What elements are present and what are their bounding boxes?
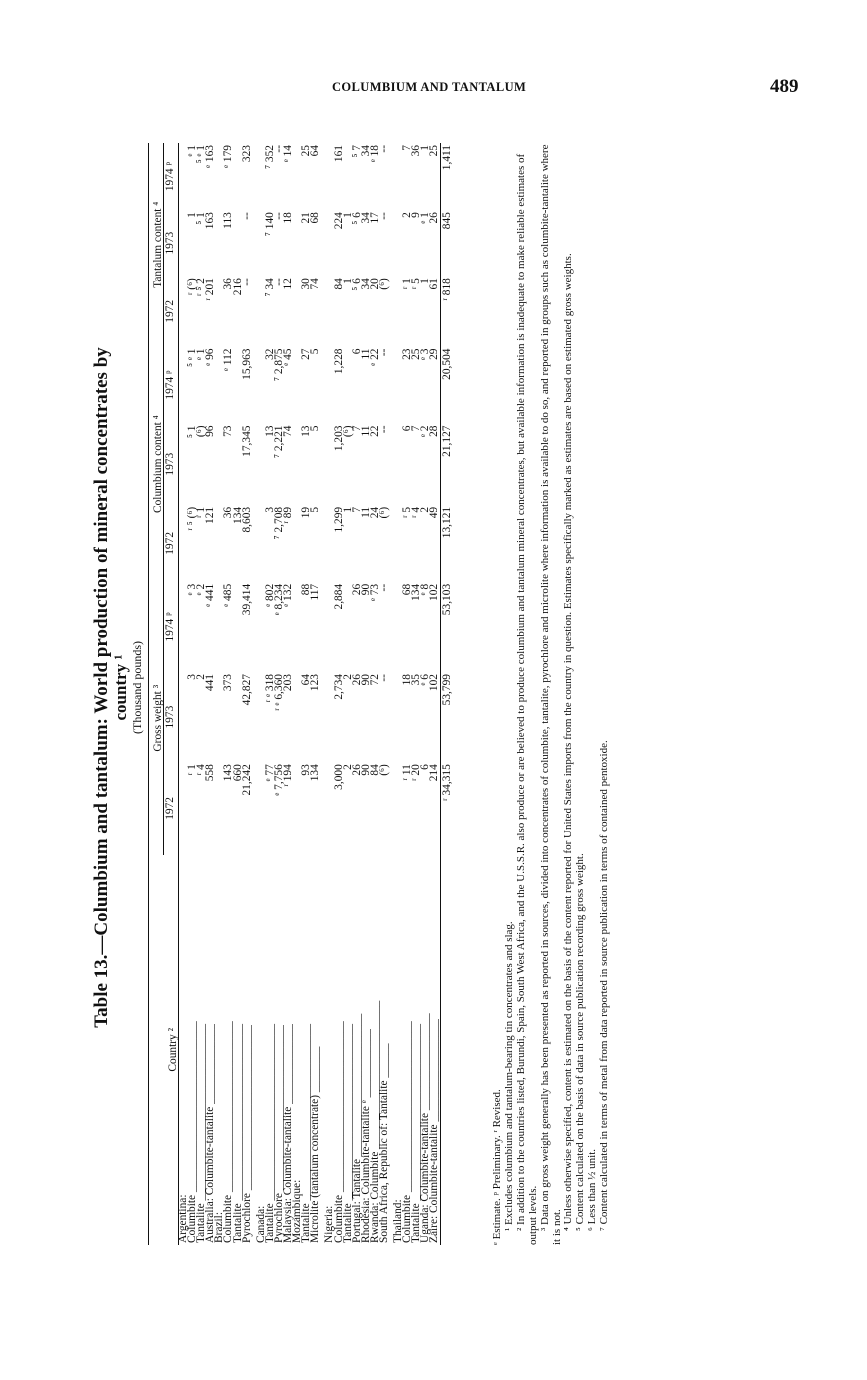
value-cell: 224 <box>332 212 345 230</box>
value-cell: 6 <box>401 425 414 432</box>
value-cell: 36 <box>222 278 235 290</box>
value-cell: 1 <box>419 278 432 284</box>
table-row <box>206 143 215 1245</box>
value-cell: ᵉ 802 <box>263 583 276 607</box>
value-cell: ⁵ ᵉ 1 <box>195 145 208 164</box>
value-cell <box>257 505 266 582</box>
header-year: 1973 <box>164 210 179 276</box>
value-cell: 84 <box>368 764 381 776</box>
value-cell: ᵉ 1 <box>419 212 432 224</box>
value-cell: ⁷ 140 <box>263 212 276 237</box>
value-cell: 36 <box>410 145 423 157</box>
country-cell: Uganda: Columbite-tantalite _________________ <box>419 1013 432 1243</box>
value-cell: ʳ ᵉ 6,360 <box>272 674 285 711</box>
country-cell: Columbite ______________________________ <box>222 1021 235 1243</box>
value-cell <box>344 347 353 424</box>
value-cell: ᵉ 14 <box>282 145 295 163</box>
footnotes <box>492 143 611 1245</box>
value-cell: 2 <box>341 764 354 770</box>
value-cell: ʳ 34,315 <box>440 762 452 854</box>
value-cell: 15,963 <box>240 348 253 380</box>
value-cell: ᵉ 2 <box>419 425 432 437</box>
value-cell: -- <box>377 425 390 434</box>
country-cell: Tantalite _______________________________ <box>300 1023 313 1243</box>
value-cell <box>394 424 403 505</box>
value-cell: 123 <box>309 674 322 692</box>
header-year: 1974 ᵖ <box>164 347 179 424</box>
value-cell: 845 <box>440 210 452 276</box>
value-cell: 134 <box>309 764 322 782</box>
value-cell: 90 <box>359 674 372 686</box>
value-cell: 20 <box>368 278 381 290</box>
value-cell: 11 <box>359 506 372 518</box>
country-cell: Tantalite _______________________________ <box>263 1023 276 1243</box>
value-cell <box>293 762 302 854</box>
value-cell: ⁵ 6 <box>350 278 363 291</box>
country-cell: Brazil: <box>213 1212 226 1243</box>
value-cell: ᵉ 3 <box>419 348 432 360</box>
value-cell: 1,411 <box>440 143 452 210</box>
footnote: ⁶ Less than ½ unit. <box>586 1148 599 1231</box>
header-year: 1972 <box>164 505 179 582</box>
country-cell: Tantalite _______________________________ <box>231 1023 244 1243</box>
value-cell: 53,799 <box>440 672 452 762</box>
value-cell: 21,242 <box>240 764 253 796</box>
value-cell: 68 <box>401 583 414 596</box>
value-cell: ᵉ 8,234 <box>272 583 285 616</box>
value-cell: 373 <box>222 674 235 692</box>
value-cell: 21,127 <box>440 424 452 505</box>
value-cell: ʳ ⁵ (⁶) <box>186 506 199 531</box>
value-cell <box>394 210 403 276</box>
value-cell: 26 <box>428 212 441 224</box>
header-year: 1973 <box>164 424 179 505</box>
value-cell: 20,504 <box>440 347 452 424</box>
value-cell: ⁷ 2,708 <box>272 506 285 540</box>
value-cell: 24 <box>368 506 381 519</box>
value-cell: 163 <box>204 212 217 230</box>
value-cell: ᵉ 96 <box>204 348 217 366</box>
country-cell: Zaire: Columbite-tantalite __________________ <box>428 1019 441 1243</box>
running-head-title: COLUMBIUM AND TANTALUM <box>332 80 527 94</box>
value-cell: 1 <box>341 506 354 513</box>
country-cell: Pyrochlore _____________________________ <box>272 1025 285 1243</box>
value-cell: 25 <box>410 348 423 360</box>
value-cell: ʳ 1 <box>195 506 208 518</box>
value-cell: ⁵ 7 <box>350 145 363 158</box>
value-cell: -- <box>377 583 390 592</box>
table-body <box>179 143 452 1245</box>
country-cell: Columbite ______________________________ <box>186 1021 199 1243</box>
value-cell: ᵉ 1 <box>186 145 199 157</box>
value-cell: 73 <box>222 425 235 437</box>
value-cell: 11 <box>359 348 372 360</box>
value-cell: 61 <box>428 278 441 290</box>
footnote: ² In addition to the countries listed, Burundi, Spain, South West Africa, and the U.S.S.R. also produce or are believed to produce columbium and tantalum mineral concentrates, but available information is inadequate to make reliable estimates of output levels. <box>514 153 539 1245</box>
value-cell: 18 <box>282 212 295 224</box>
value-cell: 2,734 <box>332 674 345 700</box>
footnote: ⁴ Unless otherwise specified, content is estimated on the basis of the content reported for United States imports from the country in question. Estimates specifically marked as estimates are based on estimated gross weights. <box>562 253 575 1231</box>
value-cell: 441 <box>204 674 217 692</box>
table-title: Table 13.—Columbium and tantalum: World production of mineral concentrates by <box>91 347 112 1028</box>
value-cell <box>394 582 403 672</box>
value-cell: (⁶) <box>377 506 390 519</box>
value-cell: ⁷ 2,221 <box>272 425 285 458</box>
value-cell: -- <box>272 145 285 153</box>
value-cell: 143 <box>222 764 235 782</box>
value-cell <box>179 210 189 276</box>
value-cell: 113 <box>222 212 235 229</box>
footnote: ⁵ Content calculated on the basis of data in source publication recording gross weight. <box>574 853 587 1231</box>
value-cell: (⁶) <box>377 278 390 290</box>
value-cell: 34 <box>359 145 372 157</box>
value-cell: 34 <box>359 278 372 290</box>
table-row <box>284 143 293 1245</box>
country-cell: Argentina: <box>177 1194 189 1243</box>
country-cell: Portugal: Tantalite _________________________ <box>350 1013 363 1243</box>
value-cell: 27 <box>300 348 313 360</box>
value-cell: ᵉ 18 <box>368 145 381 163</box>
value-cell: ᵉ 441 <box>204 583 217 607</box>
country-cell: Columbite ______________________________ <box>332 1021 345 1243</box>
value-cell: 21 <box>300 212 313 224</box>
value-cell: 53,103 <box>440 582 452 672</box>
value-cell: 214 <box>428 764 441 782</box>
value-cell: 9 <box>410 212 423 218</box>
value-cell: 558 <box>204 764 217 782</box>
country-cell: Australia: Columbite-tantalite ______________ <box>204 1024 217 1243</box>
value-cell: 17 <box>368 212 381 224</box>
page-number: 489 <box>770 76 799 97</box>
value-cell: 11 <box>359 425 372 437</box>
value-cell: ᵉ 3 <box>186 583 199 596</box>
value-cell: 660 <box>231 764 244 782</box>
production-table <box>148 143 452 1245</box>
value-cell: 26 <box>350 583 363 596</box>
country-cell: Tantalite _______________________________ <box>341 1023 354 1243</box>
value-cell: 121 <box>204 506 217 524</box>
country-cell: Columbite ______________________________ <box>401 1021 414 1243</box>
country-cell: Nigeria: <box>323 1205 336 1243</box>
value-cell: 35 <box>410 674 423 686</box>
value-cell: ᵉ 179 <box>222 145 235 168</box>
value-cell: (⁶) <box>377 764 390 776</box>
value-cell: 3 <box>263 506 276 513</box>
value-cell <box>394 143 403 210</box>
value-cell: 7 <box>350 506 363 513</box>
value-cell: ʳ ᵉ 318 <box>263 674 276 703</box>
value-cell: ʳ 1 <box>401 278 414 290</box>
value-cell: 28 <box>428 425 441 437</box>
value-cell: ⁷ 34 <box>263 278 276 297</box>
value-cell: 18 <box>401 674 414 686</box>
value-cell: ᵉ 7,756 <box>272 764 285 796</box>
header-year: 1973 <box>164 672 179 762</box>
value-cell: 134 <box>231 506 244 524</box>
value-cell <box>293 672 302 762</box>
header-year: 1974 ᵖ <box>164 582 179 672</box>
value-cell: 102 <box>428 674 441 692</box>
country-cell: Mozambique: <box>291 1179 304 1243</box>
value-cell: 90 <box>359 764 372 776</box>
footnote: ⁷ Content calculated in terms of metal from data reported in source publication in terms of contained pentoxide. <box>598 740 611 1231</box>
value-cell: 93 <box>300 764 313 776</box>
value-cell: 1 <box>419 145 432 151</box>
country-cell: Rwanda: Columbite __________________________ <box>368 1000 381 1243</box>
value-cell: 74 <box>309 278 322 290</box>
header-columbium-content: Columbium content ⁴ <box>151 415 164 513</box>
value-cell: 49 <box>428 506 441 519</box>
value-cell: 1,228 <box>332 348 345 375</box>
value-cell: ʳ 89 <box>282 506 295 524</box>
value-cell <box>394 672 403 762</box>
value-cell: 74 <box>282 425 295 437</box>
value-cell: ʳ 201 <box>204 278 217 301</box>
header-gross-weight: Gross weight ³ <box>151 684 164 752</box>
running-head <box>0 76 867 104</box>
value-cell: -- <box>272 212 285 220</box>
table-unit: (Thousand pounds) <box>130 641 144 734</box>
value-cell: ᵉ 163 <box>204 145 217 168</box>
value-cell: -- <box>240 212 253 220</box>
value-cell: 2,884 <box>332 583 345 610</box>
value-cell: ᵉ 132 <box>282 583 295 607</box>
value-cell: ᵉ 8 <box>419 583 432 596</box>
value-cell: ʳ 20 <box>410 764 423 781</box>
value-cell: 5 <box>309 348 322 355</box>
value-cell: 84 <box>332 278 345 290</box>
value-cell: 26 <box>350 674 363 686</box>
country-cell: Microlite (tantalum concentrate) ________ <box>309 1046 322 1243</box>
footnote: ¹ Excludes columbium and tantalum-bearing tin concentrates and slag. <box>502 921 515 1231</box>
value-cell: 30 <box>300 278 313 290</box>
value-cell: 29 <box>428 348 441 360</box>
value-cell: 13 <box>300 425 313 437</box>
value-cell <box>179 762 189 854</box>
header-tantalum-content: Tantalum content ⁴ <box>151 201 164 288</box>
value-cell: 22 <box>368 425 381 437</box>
value-cell: (⁶) <box>341 425 354 438</box>
value-cell: -- <box>240 278 253 286</box>
table-header <box>149 143 179 1245</box>
value-cell: ⁵ ᵉ 1 <box>186 348 199 367</box>
country-cell: Tantalite _______________________________ <box>410 1023 423 1243</box>
footnote: ³ Data on gross weight generally has been presented as reported in sources, divided into concentrates of columbite, tantalite, pyrochlore and microlite where information is available to do so, and reported in groups such as columbite-tantalite where it is not. <box>538 144 563 1245</box>
value-cell: 32 <box>263 348 276 360</box>
value-cell <box>293 582 302 672</box>
table-row <box>430 143 440 1245</box>
table-row <box>380 143 389 1245</box>
header-year: 1972 <box>164 762 179 854</box>
rotated-table-block <box>92 130 702 1245</box>
value-cell: ⁷ 2,875 <box>272 348 285 381</box>
value-cell: ⁵ 1 <box>195 212 208 225</box>
value-cell: 64 <box>309 145 322 157</box>
table-row <box>243 143 252 1245</box>
value-cell: 68 <box>309 212 322 224</box>
table-title-line2: country ¹ <box>111 654 130 721</box>
value-cell: 17,345 <box>240 425 253 457</box>
value-cell: 2 <box>341 674 354 680</box>
value-cell: 3,000 <box>332 764 345 790</box>
value-cell: 13,121 <box>440 505 452 582</box>
value-cell: 12 <box>282 278 295 290</box>
value-cell: 2 <box>419 506 432 513</box>
value-cell: 117 <box>309 583 322 601</box>
value-cell: ᵉ 112 <box>222 348 235 371</box>
value-cell: -- <box>377 674 390 682</box>
country-cell: Thailand: <box>392 1199 405 1243</box>
value-cell: ʳ (⁶) <box>186 278 199 296</box>
value-cell: ᵉ 77 <box>263 764 276 782</box>
value-cell: -- <box>272 278 285 286</box>
value-cell <box>179 582 189 672</box>
value-cell: ʳ ⁵ 2 <box>195 278 208 296</box>
value-cell: ʳ 5 <box>410 278 423 290</box>
country-cell: South Africa, Republic of: Tantalite ______ <box>377 1043 390 1243</box>
value-cell: 23 <box>401 348 414 360</box>
value-cell: ᵉ 485 <box>222 583 235 607</box>
value-cell: 203 <box>282 674 295 692</box>
value-cell <box>234 210 243 276</box>
header-year: 1972 <box>164 276 179 346</box>
total-row <box>440 143 452 1245</box>
value-cell: 39,414 <box>240 583 253 616</box>
country-cell: Pyrochlore _____________________________ <box>240 1025 253 1243</box>
value-cell: 13 <box>263 425 276 437</box>
value-cell: 90 <box>359 583 372 596</box>
value-cell: ⁵ 1 <box>186 425 199 439</box>
value-cell: 96 <box>204 425 217 437</box>
value-cell: 5 <box>309 425 322 432</box>
value-cell: ʳ 4 <box>195 764 208 776</box>
value-cell: 34 <box>359 212 372 224</box>
value-cell: 1,299 <box>332 506 345 533</box>
value-cell: 8,603 <box>240 506 253 533</box>
value-cell: ʳ 11 <box>401 764 414 781</box>
value-cell: -- <box>377 348 390 357</box>
country-cell: Tantalite _______________________________ <box>195 1023 208 1243</box>
value-cell: 161 <box>332 145 345 163</box>
table-row <box>311 143 320 1245</box>
value-cell: ᵉ 1 <box>195 348 208 360</box>
country-cell <box>440 855 452 1245</box>
value-cell: ᵉ 2 <box>195 583 208 596</box>
value-cell: ᵉ 6 <box>419 674 432 686</box>
value-cell: 88 <box>300 583 313 596</box>
value-cell: ᵉ 22 <box>368 348 381 366</box>
value-cell: 216 <box>231 278 244 296</box>
header-year: 1974 ᵖ <box>164 143 179 210</box>
value-cell: 323 <box>240 145 253 163</box>
value-cell: (⁶) <box>195 425 208 438</box>
value-cell: 2 <box>195 674 208 680</box>
value-cell: 72 <box>368 674 381 686</box>
value-cell <box>179 672 189 762</box>
value-cell: 36 <box>222 506 235 519</box>
country-cell: Canada: <box>254 1205 267 1243</box>
value-cell: 26 <box>350 764 363 776</box>
value-cell <box>344 582 353 672</box>
value-cell: 25 <box>300 145 313 157</box>
value-cell: 7 <box>410 425 423 432</box>
country-cell: Rhodesia: Columbite-tantalite ᵉ ____________ <box>359 1029 372 1243</box>
value-cell: 7 <box>401 145 414 151</box>
value-cell: ʳ 818 <box>440 276 452 346</box>
value-cell: 5 <box>309 506 322 513</box>
value-cell: ᵉ 45 <box>282 348 295 366</box>
value-cell: ⁷ 352 <box>263 145 276 169</box>
value-cell: 1 <box>186 212 199 218</box>
value-cell: ʳ 1 <box>186 764 199 776</box>
value-cell: 6 <box>419 764 432 770</box>
value-cell: ⁵ 6 <box>350 212 363 225</box>
value-cell: 3 <box>186 674 199 680</box>
header-country: Country ² <box>166 1027 179 1072</box>
value-cell: 42,827 <box>240 674 253 706</box>
value-cell: 1,203 <box>332 425 345 452</box>
value-cell: ʳ 194 <box>282 764 295 787</box>
value-cell: ʳ 5 <box>401 506 414 518</box>
value-cell: -- <box>377 212 390 220</box>
value-cell: 19 <box>300 506 313 519</box>
value-cell: ᵉ 73 <box>368 583 381 602</box>
value-cell: 7 <box>350 425 363 432</box>
value-cell: -- <box>377 145 390 153</box>
value-cell: ʳ 4 <box>410 506 423 518</box>
value-cell: 2 <box>401 212 414 218</box>
country-cell: Malaysia: Columbite-tantalite ______________ <box>282 1024 295 1243</box>
value-cell: 1 <box>341 212 354 218</box>
value-cell: 6 <box>350 348 363 355</box>
value-cell: 25 <box>428 145 441 157</box>
value-cell: 64 <box>300 674 313 686</box>
value-cell: 134 <box>410 583 423 601</box>
value-cell: 1 <box>341 278 354 284</box>
value-cell: 102 <box>428 583 441 601</box>
footnote: ᵉ Estimate. ᵖ Preliminary. ʳ Revised. <box>491 1089 503 1245</box>
